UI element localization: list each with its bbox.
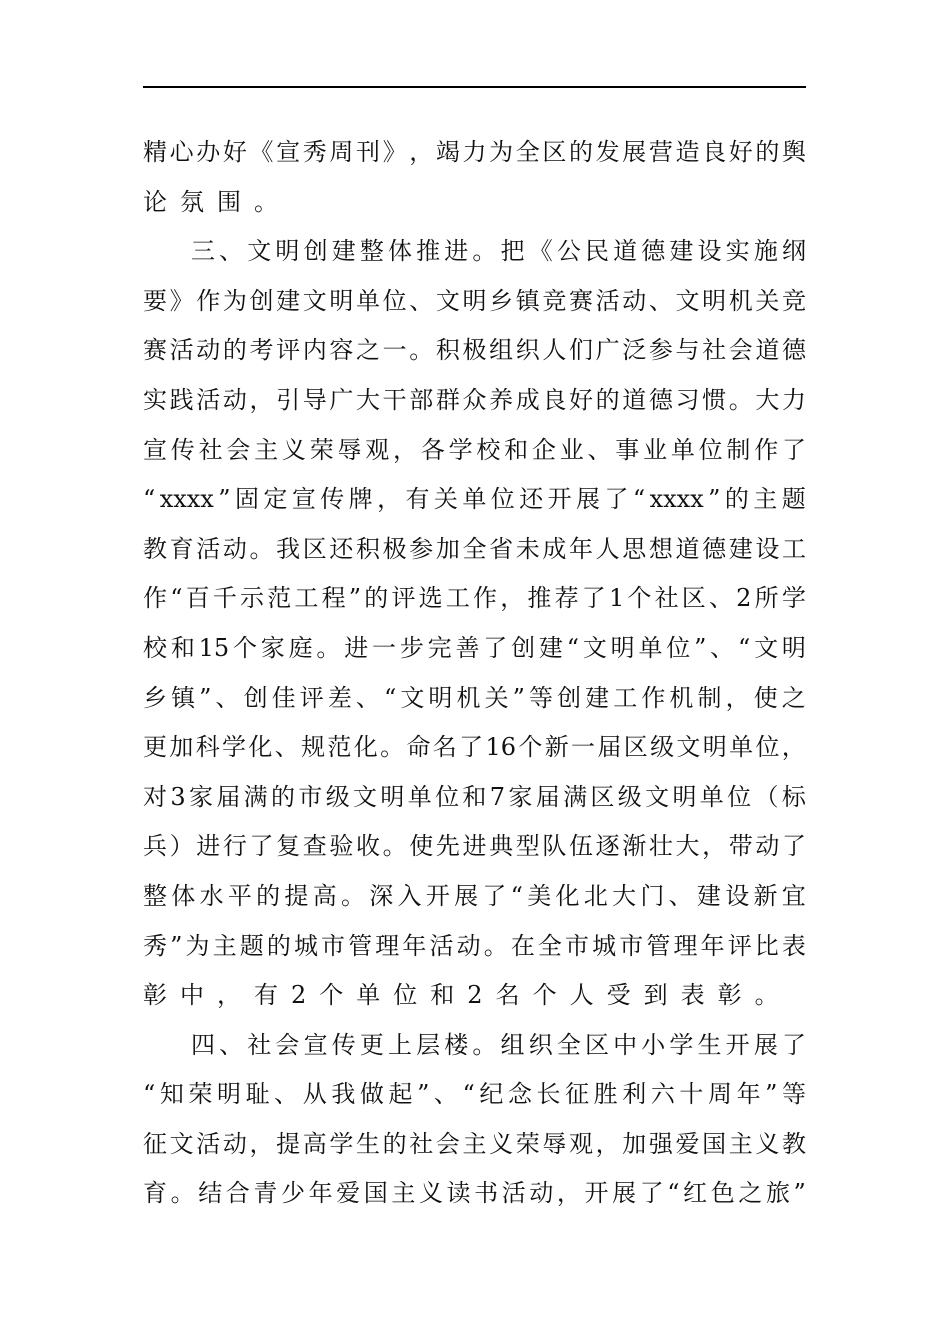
text-line: 育 。 结 合 青 少 年 爱 国 主 义 读 书 活 动 ， 开 展 了 “ 红 色 之 旅 ” [143,1179,806,1208]
paragraph-heading-line: 四 、 社 会 宣 传 更 上 层 楼 。 组 织 全 区 中 小 学 生 开 展 了 [191,1030,806,1059]
document-body [143,128,806,1219]
text-line: 作 “ 百 千 示 范 工 程 ” 的 评 选 工 作 ， 推 荐 了 1 个 社 区 、 2 所 学 [143,584,806,613]
text-line: 整 体 水 平 的 提 高 。 深 入 开 展 了 “ 美 化 北 大 门 、 建 设 新 宜 [143,881,806,910]
text-line: 征 文 活 动 ， 提 高 学 生 的 社 会 主 义 荣 辱 观 ， 加 强 爱 国 主 义 教 [143,1129,806,1158]
text-line: “ 知 荣 明 耻 、 从 我 做 起 ” 、 “ 纪 念 长 征 胜 利 六 十 周 年 ” 等 [143,1080,806,1109]
text-line: 乡 镇 ” 、 创 佳 评 差 、 “ 文 明 机 关 ” 等 创 建 工 作 机 制 ， 使 之 [143,683,806,712]
text-line: 实 践 活 动 ， 引 导 广 大 干 部 群 众 养 成 良 好 的 道 德 习 惯 。 大 力 [143,385,806,414]
text-line: 宣 传 社 会 主 义 荣 辱 观 ， 各 学 校 和 企 业 、 事 业 单 位 制 作 了 [143,435,806,464]
text-line: 秀 ” 为 主 题 的 城 市 管 理 年 活 动 。 在 全 市 城 市 管 理 年 评 比 表 [143,931,806,960]
text-line: 赛 活 动 的 考 评 内 容 之 一 。 积 极 组 织 人 们 广 泛 参 与 社 会 道 德 [143,336,806,365]
text-line: 兵 ） 进 行 了 复 查 验 收 。 使 先 进 典 型 队 伍 逐 渐 壮 大 ， 带 动 了 [143,832,806,861]
text-line: “ xxxx ” 固 定 宣 传 牌 ， 有 关 单 位 还 开 展 了 “ xxxx ” 的 主 题 [143,485,806,514]
header-rule [143,86,806,88]
text-line: 校 和 15 个 家 庭 。 进 一 步 完 善 了 创 建 “ 文 明 单 位 ” 、 “ 文 明 [143,633,806,662]
text-line: 教 育 活 动 。 我 区 还 积 极 参 加 全 省 未 成 年 人 思 想 道 德 建 设 工 [143,534,806,563]
paragraph-heading-line: 三 、 文 明 创 建 整 体 推 进 。 把 《 公 民 道 德 建 设 实 施 纲 [191,237,806,266]
text-line: 对 3 家 届 满 的 市 级 文 明 单 位 和 7 家 届 满 区 级 文 明 单 位 （ 标 [143,782,806,811]
text-line: 论 氛 围 。 [143,187,278,216]
text-line: 彰 中 ， 有 2 个 单 位 和 2 名 个 人 受 到 表 彰 。 [143,981,779,1010]
text-line: 更 加 科 学 化 、 规 范 化 。 命 名 了 16 个 新 一 届 区 级 文 明 单 位 ， [143,733,806,762]
text-line: 要 》 作 为 创 建 文 明 单 位 、 文 明 乡 镇 竞 赛 活 动 、 文 明 机 关 竞 [143,286,806,315]
text-line: 精 心 办 好 《 宣 秀 周 刊 》 ， 竭 力 为 全 区 的 发 展 营 造 良 好 的 舆 [143,138,806,166]
